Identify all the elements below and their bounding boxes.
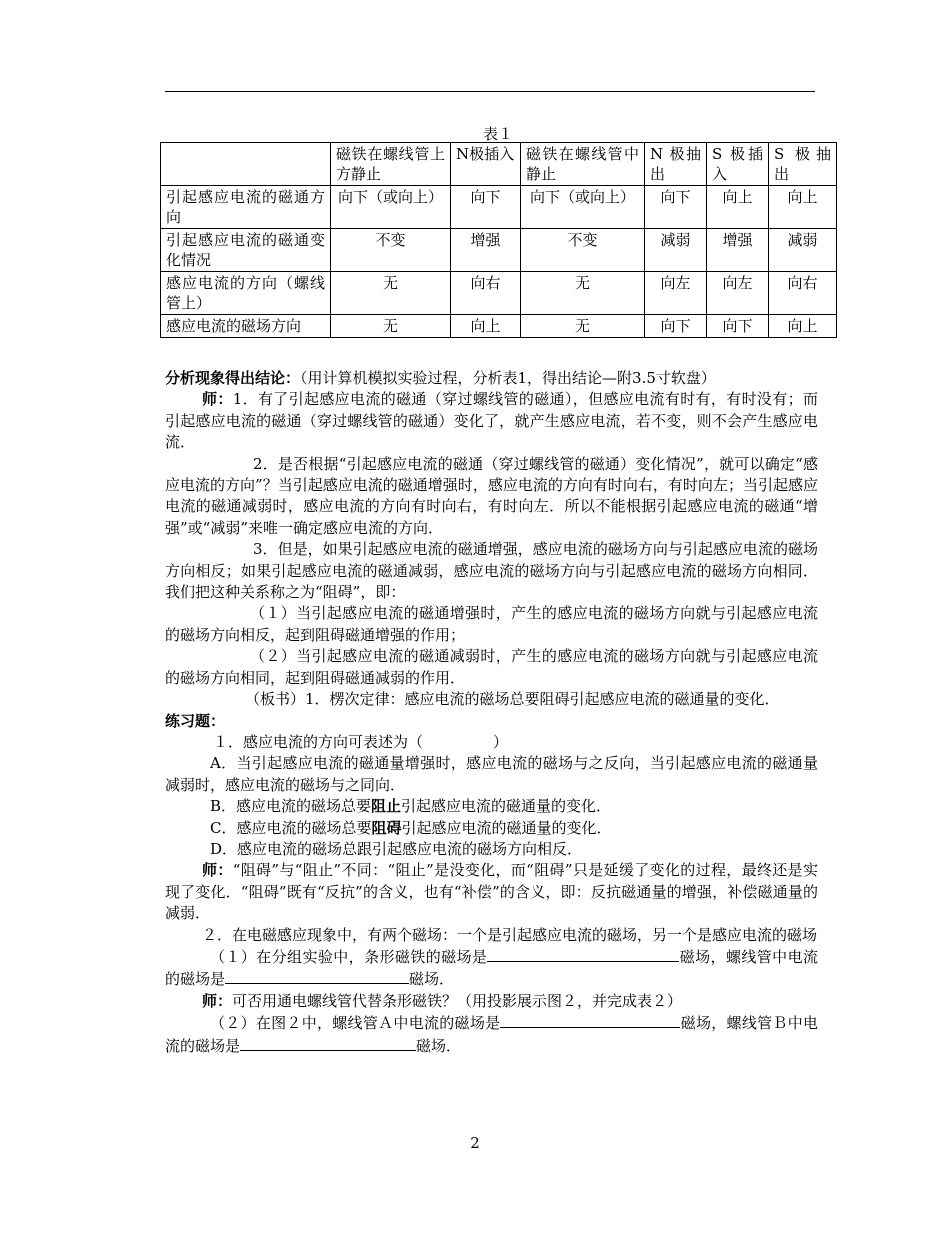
paragraph: （板书）1．楞次定律：感应电流的磁场总要阻碍引起感应电流的磁通量的变化． <box>245 690 780 709</box>
option-text: B．感应电流的磁场总要 <box>210 797 372 816</box>
paragraph: 3．但是，如果引起感应电流的磁通增强，感应电流的磁场方向与引起感应电流的磁场方向相反；如果引起感应电流的磁通减弱，感应电流的磁场方向与引起感应电流的磁场方向相同．我们把这种关系称之为“阻碍”，即： <box>165 540 818 602</box>
option-emphasis: 阻碍 <box>371 818 402 837</box>
table-cell: 向下（或向上） <box>331 186 451 229</box>
table-row-label: 感应电流的磁场方向 <box>161 315 331 338</box>
exercise-heading <box>165 711 818 732</box>
paragraph-text: “阻碍”与“阻止”不同：“阻止”是没变化，而“阻碍”只是延缓了变化的过程，最终还是实现了变化．“阻碍”既有“反抗”的含义，也有“补偿”的含义，即：反抗磁通量的增强，补偿磁通量的减弱． <box>165 861 818 923</box>
fill-blank[interactable] <box>487 946 679 962</box>
table-cell: 向上 <box>707 186 769 229</box>
question-text: （２）在图２中，螺线管Ａ中电流的磁场是 <box>210 1014 501 1033</box>
table-row-label: 感应电流的方向（螺线管上） <box>161 272 331 315</box>
header-rule <box>165 91 815 92</box>
table-header-cell: 磁铁在螺线管中静止 <box>521 143 645 186</box>
question-text: 磁场． <box>416 1036 462 1055</box>
document-body <box>165 368 818 1057</box>
option-a: A．当引起感应电流的磁通量增强时，感应电流的磁场与之反向，当引起感应电流的磁通量减弱时，感应电流的磁场与之同向． <box>165 754 818 794</box>
teacher-label: 师： <box>202 991 233 1010</box>
table-cell: 增强 <box>451 229 521 272</box>
table-cell: 减弱 <box>645 229 707 272</box>
fill-blank[interactable] <box>500 1012 680 1028</box>
question-2-sub-1 <box>165 946 818 991</box>
table-row <box>161 229 837 272</box>
question-text: （１）在分组实验中，条形磁铁的磁场是 <box>210 947 488 966</box>
table-cell: 增强 <box>707 229 769 272</box>
question-2-stem: ２．在电磁感应现象中，有两个磁场：一个是引起感应电流的磁场，另一个是感应电流的磁场 <box>202 925 818 944</box>
table-cell: 不变 <box>331 229 451 272</box>
paragraph <box>165 389 818 453</box>
question-text: 磁场，螺线管Ｂ中电流的磁场是 <box>165 1014 818 1055</box>
table-cell: 无 <box>521 315 645 338</box>
table-cell: 向下 <box>451 186 521 229</box>
option-c <box>165 818 818 839</box>
table-header-cell: 磁铁在螺线管上方静止 <box>331 143 451 186</box>
table-cell: 向下 <box>707 315 769 338</box>
fill-blank[interactable] <box>240 1035 416 1051</box>
teacher-label: 师： <box>202 861 233 880</box>
section-heading: 练习题： <box>165 711 226 730</box>
table-cell: 向左 <box>645 272 707 315</box>
table-cell: 向下（或向上） <box>521 186 645 229</box>
analysis-heading <box>165 368 818 389</box>
table-row-label: 引起感应电流的磁通变化情况 <box>161 229 331 272</box>
table-header-cell: N极插入 <box>451 143 521 186</box>
page-number: 2 <box>470 1134 480 1152</box>
table-cell: 无 <box>331 315 451 338</box>
table-row-label: 引起感应电流的磁通方向 <box>161 186 331 229</box>
paragraph <box>165 991 818 1012</box>
table-cell: 向右 <box>769 272 837 315</box>
option-text: 引起感应电流的磁通量的变化． <box>401 818 612 837</box>
option-d: D．感应电流的磁场总跟引起感应电流的磁场方向相反． <box>210 839 583 858</box>
table-row <box>161 272 837 315</box>
paragraph: 2．是否根据“引起感应电流的磁通（穿过螺线管的磁通）变化情况”，就可以确定“感应电流的方向”？当引起感应电流的磁通增强时，感应电流的方向有时向右，有时向左；当引起感应电流的磁通减弱时，感应电流的方向有时向右，有时向左．所以不能根据引起感应电流的磁通“增强”或“减弱”来唯一确定感应电流的方向． <box>165 454 818 537</box>
question-1-stem <box>165 732 818 753</box>
table-caption: 表１ <box>482 125 513 143</box>
paragraph-text: 可否用通电螺线管代替条形磁铁？（用投影展示图２，并完成表２） <box>232 991 683 1010</box>
table-cell: 无 <box>521 272 645 315</box>
question-text: 磁场． <box>409 970 455 989</box>
table-header-row <box>161 143 837 186</box>
question-text: ） <box>493 732 509 751</box>
table-row <box>161 315 837 338</box>
table-cell: 向下 <box>645 315 707 338</box>
teacher-label: 师： <box>202 390 233 409</box>
option-emphasis: 阻止 <box>371 797 402 816</box>
table-cell: 向左 <box>707 272 769 315</box>
question-2-sub-2 <box>165 1012 818 1057</box>
table-cell: 向右 <box>451 272 521 315</box>
table-cell: 向上 <box>451 315 521 338</box>
table-header-cell: N 极抽出 <box>645 143 707 186</box>
question-text: １．感应电流的方向可表述为（ <box>213 732 424 751</box>
table-header-cell <box>161 143 331 186</box>
table-row <box>161 186 837 229</box>
experiment-table <box>160 142 837 338</box>
fill-blank[interactable] <box>225 968 409 984</box>
question-text: 磁场，螺线管中电流的磁场是 <box>165 947 818 989</box>
table-header-cell: S 极插入 <box>707 143 769 186</box>
paragraph-text: 1．有了引起感应电流的磁通（穿过螺线管的磁通），但感应电流有时有，有时没有；而引起感应电流的磁通（穿过螺线管的磁通）变化了，就产生感应电流，若不变，则不会产生感应电流． <box>165 390 818 452</box>
table-header-cell: S 极抽出 <box>769 143 837 186</box>
section-heading: 分析现象得出结论： <box>165 369 301 387</box>
table-cell: 减弱 <box>769 229 837 272</box>
paragraph: （１）当引起感应电流的磁通增强时，产生的感应电流的磁场方向就与引起感应电流的磁场方向相反，起到阻碍磁通增强的作用； <box>165 604 818 644</box>
section-note: （用计算机模拟实验过程，分析表1，得出结论—附3.5寸软盘） <box>300 369 716 387</box>
paragraph <box>165 860 818 924</box>
table-cell: 向上 <box>769 315 837 338</box>
option-text: 引起感应电流的磁通量的变化． <box>401 797 612 816</box>
table-cell: 不变 <box>521 229 645 272</box>
table-cell: 向下 <box>645 186 707 229</box>
table-cell: 向上 <box>769 186 837 229</box>
option-text: C．感应电流的磁场总要 <box>210 818 372 837</box>
option-b <box>165 796 818 817</box>
table-cell: 无 <box>331 272 451 315</box>
paragraph: （２）当引起感应电流的磁通减弱时，产生的感应电流的磁场方向就与引起感应电流的磁场方向相同，起到阻碍磁通减弱的作用． <box>165 647 818 687</box>
